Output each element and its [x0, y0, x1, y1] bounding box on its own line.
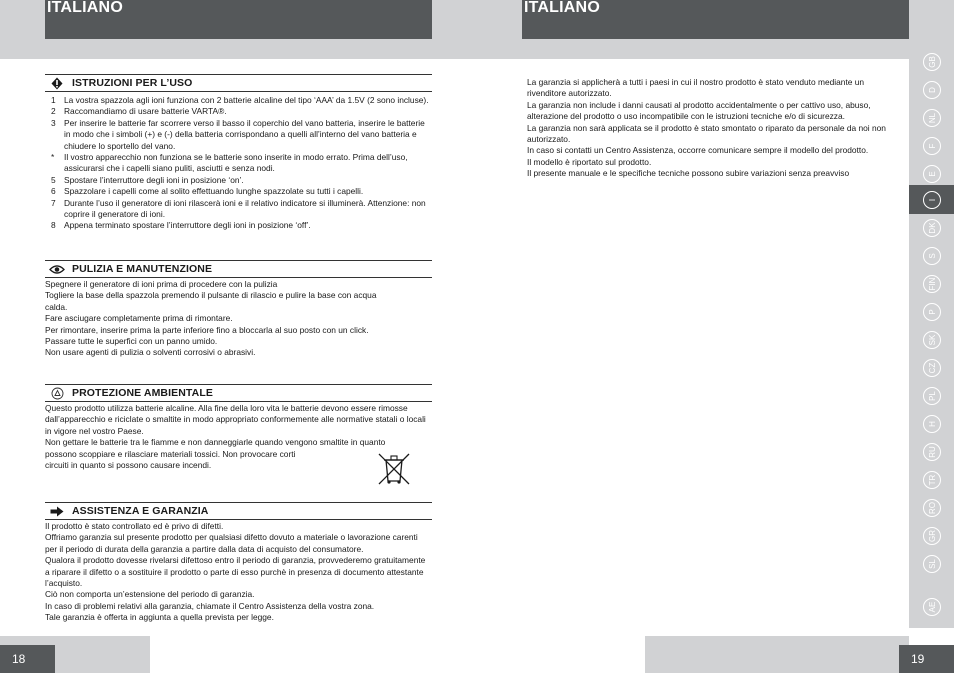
tab-lang-d[interactable]: D	[909, 76, 954, 104]
tab-lang-ru[interactable]: RU	[909, 438, 954, 466]
cleaning-text: Spegnere il generatore di ioni prima di procedere con la pulizia Togliere la base della spazzola premendo il pulsante di rilascio e pulire la base con acqua calda. Fare asciugare completamente prima di rimontare. Per rimontare, inserire prima la parte inferiore fino a bloccarla al suo posto con un click. Passare tutte le superfici con un panno umido. Non usare agenti di pulizia o solventi corrosivi o abrasivi.	[45, 279, 377, 358]
environment-text: Questo prodotto utilizza batterie alcaline. Alla fine della loro vita le batterie devono essere rimosse dall’apparecchio e riciclate o smaltite in modo appropriato conformemente alle normative statali o locali in vigore nel vostro Paese. Non gettare le batterie tra le fiamme e non danneggiarle quando vengono smaltite in quanto possono scoppiare e rilasciare materiali tossici. Non provocare corti circuiti in quanto si possono causare incendi.	[45, 403, 426, 471]
section-environment-heading	[45, 384, 432, 402]
list-item: 3 Per inserire le batterie far scorrere verso il basso il coperchio del vano batteria, inserire le batterie in modo che i simboli (+) e (-) della batteria corrispondano a quelli all’interno del vano batteria e chiudere lo sportello del vano.	[51, 117, 425, 151]
list-item: * Il vostro apparecchio non funziona se le batterie sono inserite in modo errato. Prima dell’uso, assicurarsi che i capelli siano puliti, asciutti e senza nodi.	[51, 152, 408, 174]
tab-lang-gr[interactable]: GR	[909, 522, 954, 550]
list-item: 8 Appena terminato spostare l’interruttore degli ioni in posizione ‘off’.	[51, 220, 311, 231]
section-usage-title: ISTRUZIONI PER L’USO	[72, 77, 193, 89]
tab-lang-s[interactable]: S	[909, 242, 954, 270]
tab-lang-tr[interactable]: TR	[909, 466, 954, 494]
tab-lang-h[interactable]: H	[909, 410, 954, 438]
tab-lang-e[interactable]: E	[909, 160, 954, 188]
left-page-header: ITALIANO	[45, 0, 432, 39]
section-environment-title: PROTEZIONE AMBIENTALE	[72, 387, 213, 399]
tab-lang-p[interactable]: P	[909, 298, 954, 326]
exclamation-icon	[49, 76, 65, 90]
eye-icon	[49, 262, 65, 276]
tab-lang-sk[interactable]: SK	[909, 326, 954, 354]
list-item: 2 Raccomandiamo di usare batterie VARTA®.	[51, 106, 227, 117]
tab-lang-ae[interactable]: AE	[909, 593, 954, 621]
tab-lang-i[interactable]: I	[909, 185, 954, 214]
crossed-bin-icon	[376, 451, 412, 492]
tab-lang-ro[interactable]: RO	[909, 494, 954, 522]
tab-lang-gb[interactable]: GB	[909, 48, 954, 76]
tab-lang-sl[interactable]: SL	[909, 550, 954, 578]
tab-lang-nl[interactable]: NL	[909, 104, 954, 132]
section-cleaning	[45, 260, 432, 359]
list-item: 5 Spostare l’interruttore degli ioni in posizione ‘on’.	[51, 174, 244, 185]
section-cleaning-title: PULIZIA E MANUTENZIONE	[72, 263, 213, 275]
tab-lang-fin[interactable]: FIN	[909, 270, 954, 298]
arrow-right-icon	[49, 504, 65, 518]
tab-lang-f[interactable]: F	[909, 132, 954, 160]
list-item: 6 Spazzolare i capelli come al solito effettuando lunghe spazzolate su tutti i capelli.	[51, 186, 364, 197]
section-warranty	[45, 502, 432, 624]
list-item: 1 La vostra spazzola agli ioni funziona con 2 batterie alcaline del tipo ‘AAA’ da 1.5V (2 sono incluse).	[51, 95, 429, 105]
section-usage-heading	[45, 74, 432, 92]
section-warranty-title: ASSISTENZA E GARANZIA	[72, 505, 209, 517]
right-page-text: La garanzia si applicherà a tutti i paesi in cui il nostro prodotto è stato venduto mediante un rivenditore autorizzato. La garanzia non include i danni causati al prodotto accidentalmente o per cattivo uso, abuso, alterazione del prodotto o uso incompatibile con le istruzioni tecniche e/o di sicurezza. La garanzia non sarà applicata se il prodotto è stato smontato o riparato da personale da noi non autorizzato. In caso si contatti un Centro Assistenza, occorre comunicare sempre il modello del prodotto. Il modello è riportato sul prodotto. Il presente manuale e le specifiche tecniche possono subire variazioni senza preavviso	[527, 77, 886, 179]
tab-lang-dk[interactable]: DK	[909, 214, 954, 242]
page-number-left: 18	[0, 645, 55, 673]
usage-steps	[45, 95, 432, 232]
page-number-right: 19	[899, 645, 954, 673]
right-page-header: ITALIANO	[522, 0, 909, 39]
footer-band-right	[645, 636, 909, 673]
section-cleaning-heading	[45, 260, 432, 278]
section-usage	[45, 74, 432, 232]
section-warranty-heading	[45, 502, 432, 520]
list-item: 7 Durante l’uso il generatore di ioni rilascerà ioni e il relativo indicatore si illuminerà. Attenzione: non coprire il generatore di ioni.	[51, 197, 426, 220]
warranty-text: Il prodotto è stato controllato ed è privo di difetti. Offriamo garanzia sul presente prodotto per qualsiasi difetto dovuto a materiale o lavorazione carenti per il periodo di durata della garanzia a partire dalla data di acquisto del consumatore. Qualora il prodotto dovesse rivelarsi difettoso entro il periodo di garanzia, provvederemo gratuitamente a riparare il difetto o a sostituire il prodotto o parte di esso purchè in presenza di documento attestante l’acquisto. Ciò non comporta un’estensione del periodo di garanzia. In caso di problemi relativi alla garanzia, chiamate il Centro Assistenza della vostra zona. Tale garanzia è offerta in aggiunta a quella prevista per legge.	[45, 521, 426, 623]
tab-lang-cz[interactable]: CZ	[909, 354, 954, 382]
recycle-icon	[49, 386, 65, 400]
section-environment	[45, 384, 432, 471]
tab-lang-pl[interactable]: PL	[909, 382, 954, 410]
language-tabs	[909, 48, 954, 628]
